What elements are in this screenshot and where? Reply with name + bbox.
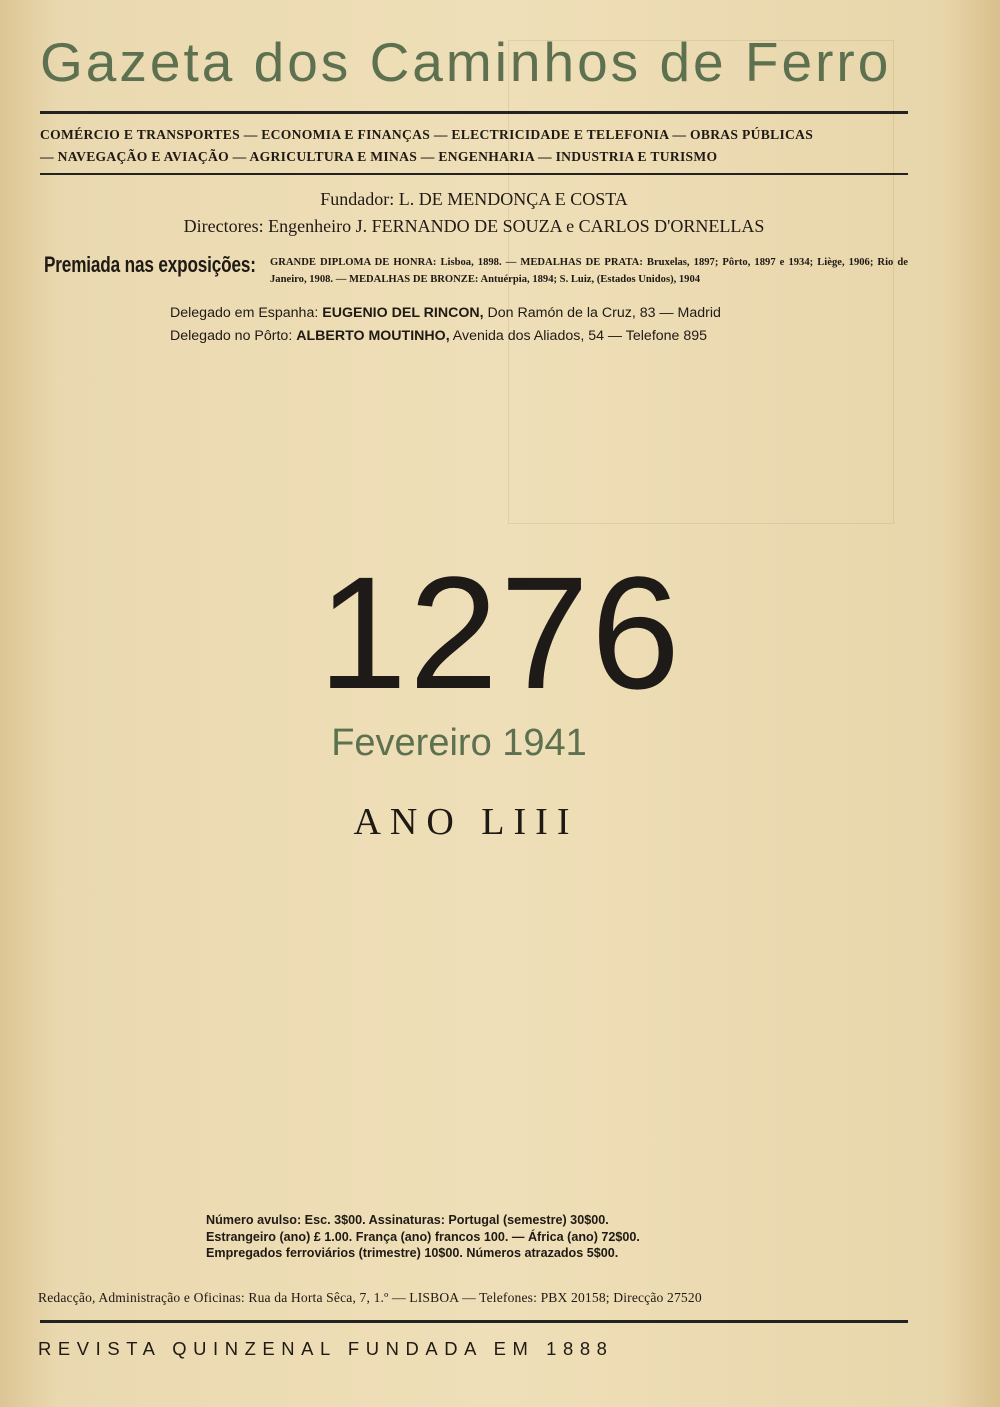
footer-rule bbox=[40, 1320, 908, 1323]
subjects-line-1: COMÉRCIO E TRANSPORTES — ECONOMIA E FINANÇAS — ELECTRICIDADE E TELEFONIA — OBRAS PÚBLICAS bbox=[40, 127, 814, 142]
subjects-line-2: — NAVEGAÇÃO E AVIAÇÃO — AGRICULTURA E MINAS — ENGENHARIA — INDUSTRIA E TURISMO bbox=[40, 149, 718, 164]
masthead-title: Gazeta dos Caminhos de Ferro bbox=[40, 31, 892, 93]
masthead-rule bbox=[40, 111, 908, 114]
issue-date: Fevereiro 1941 bbox=[331, 722, 587, 764]
delegado-espanha-name: EUGENIO DEL RINCON, bbox=[322, 305, 484, 321]
prices-line-2: Estrangeiro (ano) £ 1.00. França (ano) francos 100. — África (ano) 72$00. bbox=[206, 1229, 640, 1244]
issue-year: ANO LIII bbox=[353, 801, 579, 843]
delegado-porto-label: Delegado no Pôrto: bbox=[170, 328, 297, 344]
delegado-espanha-address: Don Ramón de la Cruz, 83 — Madrid bbox=[483, 305, 721, 321]
prices-line-3: Empregados ferroviários (trimestre) 10$00. Números atrazados 5$00. bbox=[206, 1246, 619, 1260]
address-line: Redacção, Administração e Oficinas: Rua da Horta Sêca, 7, 1.º — LISBOA — Telefones: PBX 20158; Direcção 27520 bbox=[38, 1290, 702, 1305]
premiada-title: Premiada nas exposições: bbox=[44, 252, 256, 277]
directors-line: Directores: Engenheiro J. FERNANDO DE SOUZA e CARLOS D'ORNELLAS bbox=[183, 216, 765, 236]
delegado-porto-address: Avenida dos Aliados, 54 — Telefone 895 bbox=[449, 328, 708, 344]
delegado-porto bbox=[170, 328, 890, 344]
founder-line: Fundador: L. DE MENDONÇA E COSTA bbox=[320, 189, 628, 209]
delegado-porto-name: ALBERTO MOUTINHO, bbox=[296, 328, 450, 344]
delegado-espanha-label: Delegado em Espanha: bbox=[170, 305, 323, 321]
footer-revista: REVISTA QUINZENAL FUNDADA EM 1888 bbox=[38, 1338, 614, 1359]
premiada-text: GRANDE DIPLOMA DE HONRA: Lisboa, 1898. — MEDALHAS DE PRATA: Bruxelas, 1897; Pôrto, 1897 e 1934; Liège, 1906; Rio de Janeiro, 1908. — MEDALHAS DE BRONZE: Antuérpia, 1894; S. Luiz, (Estados Unidos), 1904 bbox=[270, 257, 908, 285]
delegado-espanha bbox=[170, 305, 890, 321]
prices-block bbox=[206, 1212, 746, 1262]
subjects-rule bbox=[40, 173, 908, 175]
issue-number: 1276 bbox=[318, 543, 682, 722]
prices-line-1: Número avulso: Esc. 3$00. Assinaturas: Portugal (semestre) 30$00. bbox=[206, 1213, 609, 1227]
